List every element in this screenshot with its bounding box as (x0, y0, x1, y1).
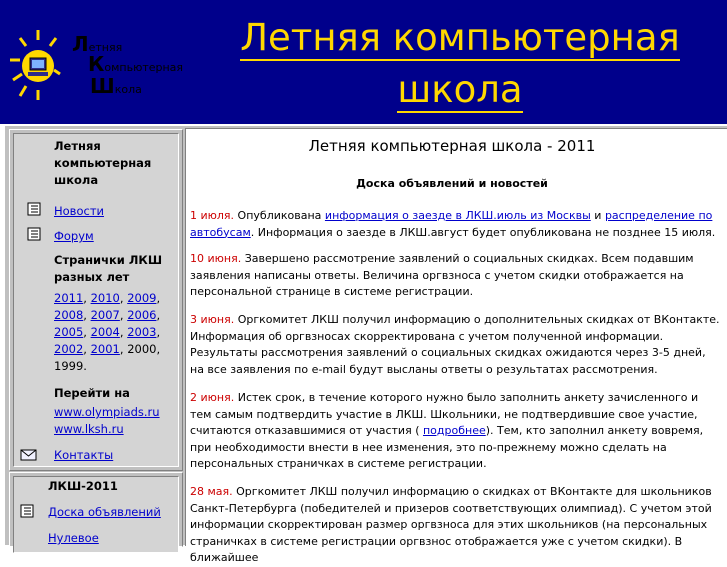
list-icon (27, 227, 43, 241)
site-header (0, 0, 727, 124)
sidebar-pages-title: Странички ЛКШ разных лет (54, 253, 163, 284)
news-date: 28 мая. (190, 485, 233, 498)
news-date: 1 июля. (190, 209, 235, 222)
year-link-2002[interactable]: 2002 (54, 342, 84, 356)
news-date: 3 июня. (190, 313, 235, 326)
news-text: Оргкомитет ЛКШ получил информацию о дополнительных скидках от ВКонтакте. Информация об оргвзносах скорректирована с учетом полученной информации. Результаты рассмотрения заявлений о социальных скидках ожидаются через 3-5 дней, на все заявления по e-mail будут высланы ответы о результатах рассмотрения. (190, 313, 720, 376)
sidebar-item-contacts[interactable]: Контакты (54, 448, 114, 462)
year-2000: 2000, (127, 342, 161, 356)
sidebar-lksh2011 (9, 472, 183, 547)
news-text: Истек срок, в течение которого нужно было заполнить анкету зачисленного и тем самым подтвердить участие в ЛКШ. Школьники, не подтвердившие свое участие, считаются отказавшимися от участия ( (190, 391, 699, 437)
year-1999: 1999. (54, 359, 87, 373)
sidebar-item-board[interactable]: Доска объявлений (48, 505, 161, 519)
year-link-2008[interactable]: 2008 (54, 308, 84, 322)
link-olympiads[interactable]: www.olympiads.ru (54, 405, 160, 419)
list-icon (27, 202, 43, 216)
list-icon (20, 504, 36, 518)
years-list: 2011, 2010, 2009, 2008, 2007, 2006, 2005, 2004, 2003, 2002, 2001, 2000, 1999. (54, 291, 161, 373)
year-link-2003[interactable]: 2003 (127, 325, 157, 339)
envelope-icon (20, 448, 38, 462)
year-link-2011[interactable]: 2011 (54, 291, 84, 305)
logo-word-3: кола (114, 83, 142, 96)
year-link-2005[interactable]: 2005 (54, 325, 84, 339)
sidebar-goto-title: Перейти на (54, 386, 130, 400)
year-link-2006[interactable]: 2006 (127, 308, 157, 322)
news-text: ). Тем, кто заполнил анкету вовремя, при необходимости внести в нее изменения, это по-прежнему можно сделать на персональных страничках в системе регистрации. (190, 424, 704, 470)
year-link-2007[interactable]: 2007 (90, 308, 120, 322)
logo-word-2: омпьютерная (104, 61, 184, 74)
sidebar-item-zero[interactable]: Нулевое (48, 531, 99, 545)
news-item (190, 208, 722, 241)
sidebar-block-title: Летняя компьютерная школа (54, 139, 152, 187)
news-item (190, 251, 722, 301)
year-link-2010[interactable]: 2010 (90, 291, 120, 305)
site-title[interactable] (200, 12, 720, 116)
news-date: 10 июня. (190, 252, 242, 265)
news-link-buses[interactable]: распределение по автобусам (190, 209, 713, 239)
news-link-arrival[interactable]: информация о заезде в ЛКШ.июль из Москвы (324, 209, 591, 222)
logo-word-1: етняя (88, 41, 123, 54)
board-title: Доска объявлений и новостей (356, 177, 548, 190)
news-text: Опубликована (234, 209, 325, 222)
news-item (190, 484, 722, 567)
site-title-text[interactable]: Летняя компьютерная школа (240, 16, 680, 111)
news-text: . Информация о заезде в ЛКШ.август будет опубликована не позднее 15 июля. (250, 225, 716, 239)
logo-letter-sh: Ш (90, 74, 115, 98)
news-text: Завершено рассмотрение заявлений о социальных скидках. Всем подавшим заявления написаны ответы. Величина оргвзноса с учетом скидки отображается на персональной странице в системе регистрации. (190, 252, 694, 298)
link-lksh[interactable]: www.lksh.ru (54, 422, 124, 436)
page-title: Летняя компьютерная школа - 2011 (308, 137, 596, 155)
news-item (190, 312, 722, 378)
logo-letter-k: К (88, 52, 105, 76)
sun-computer-icon (8, 28, 68, 108)
news-item (190, 390, 722, 473)
news-text: и (590, 209, 605, 222)
news-date: 2 июня. (190, 391, 235, 404)
news-text: Оргкомитет ЛКШ получил информацию о скидках от ВКонтакте для школьников Санкт-Петербурга (победителей и призеров соответствующих олимпиад). С учетом этой информации скорректирован размер оргвзноса для этих школьников (на персональных страничках в системе регистрации оргвзнос отображается уже с учетом скидки). В ближайшее (190, 485, 712, 564)
site-logo[interactable] (8, 28, 188, 108)
sidebar-item-news[interactable]: Новости (54, 204, 104, 218)
logo-letter-l: Л (72, 32, 89, 56)
sidebar-item-forum[interactable]: Форум (54, 229, 94, 243)
year-link-2001[interactable]: 2001 (90, 342, 120, 356)
sidebar (9, 129, 183, 471)
year-link-2009[interactable]: 2009 (127, 291, 157, 305)
year-link-2004[interactable]: 2004 (90, 325, 120, 339)
sidebar2-title: ЛКШ-2011 (48, 479, 118, 493)
news-link-more[interactable]: подробнее (422, 424, 486, 437)
main-content (185, 128, 727, 564)
